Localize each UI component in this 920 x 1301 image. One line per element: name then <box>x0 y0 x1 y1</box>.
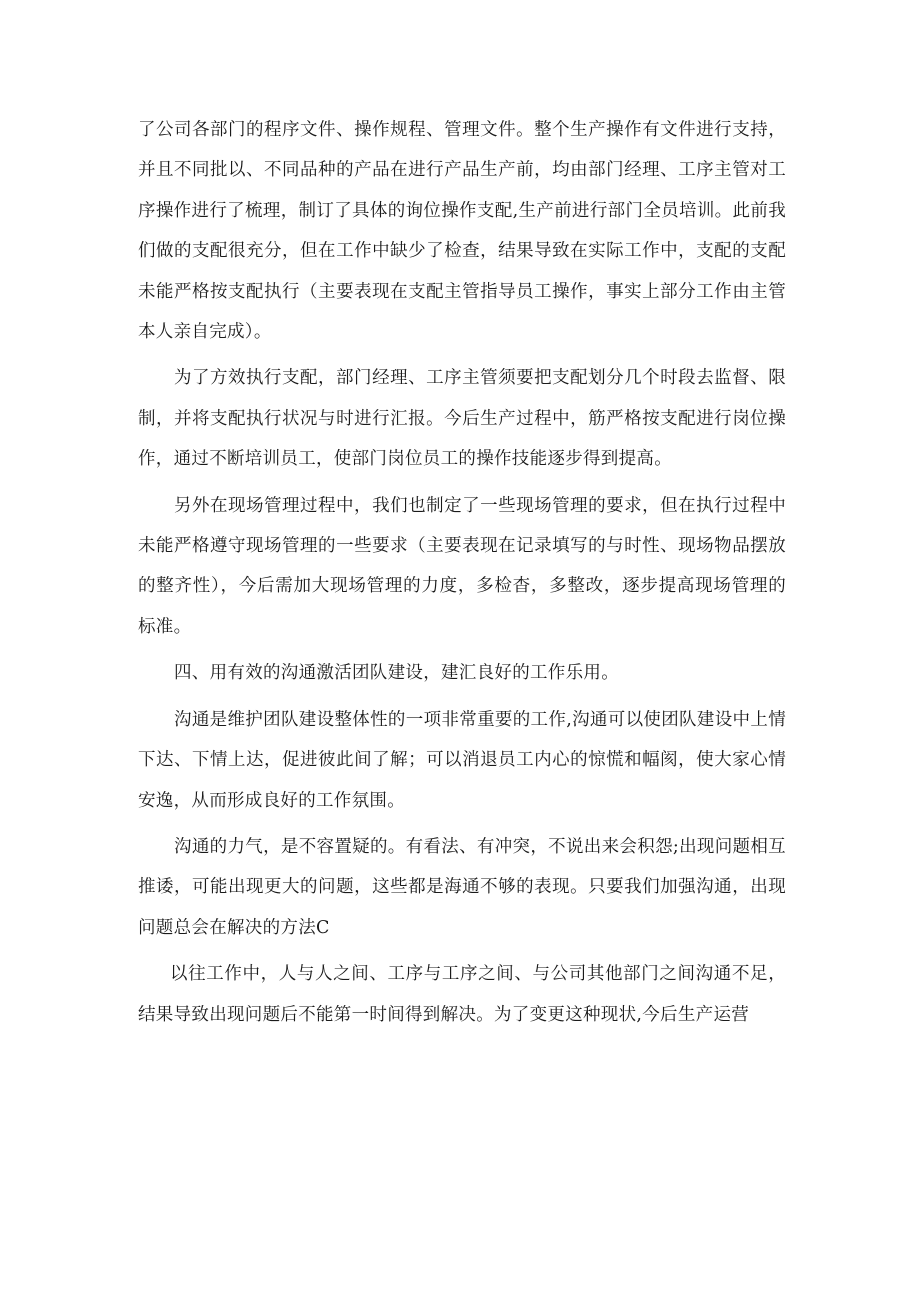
paragraph-2: 为了方效执行支配，部门经理、工序主管须要把支配划分几个时段去监督、限制，并将支配执行状况与时进行汇报。今后生产过程中，筋严格按支配进行岗位操作，通过不断培训员工，使部门岗位员工的操作技能逐步得到提高。 <box>138 368 786 470</box>
paragraph-1: 了公司各部门的程序文件、操作规程、管理文件。整个生产操作有文件进行支持，并且不同批以、不同品种的产品在进行产品生产前，均由部门经理、工序主管对工序操作进行了梳理，制订了具体的询位操作支配,生产前进行部门全员培训。此前我们做的支配很充分，但在工作中缺少了检查，结果导致在实际工作中，支配的支配未能严格按支配执行（主要表现在支配主管指导员工操作，事实上部分工作由主管本人亲自完成）。 <box>138 120 786 343</box>
document-body <box>138 110 786 1035</box>
paragraph-7: 以往工作中，人与人之间、工序与工序之间、与公司其他部门之间沟通不足，结果导致出现问题后不能第一时间得到解决。为了变更这种现状,今后生产运营 <box>138 964 786 1025</box>
paragraph-3: 另外在现场管理过程中，我们也制定了一些现场管理的要求，但在执行过程中未能严格遵守现场管理的一些要求（主要表现在记录填写的与时性、现场物品摆放的整齐性），今后需加大现场管理的力度，多检杳，多整改，逐步提高现场管理的标准。 <box>138 495 786 637</box>
paragraph-5: 沟通是维护团队建设整体性的一项非常重要的工作,沟通可以使团队建设中上情下达、下情上达，促进彼此间了解；可以消退员工内心的惊慌和幅阂，使大家心情安逸，从而形成良好的工作氛围。 <box>138 709 786 811</box>
section-heading-4: 四、用有效的沟通激活团队建设，建汇良好的工作乐用。 <box>174 663 619 684</box>
paragraph-6: 沟通的力气，是不容置疑的。有看法、有冲突，不说出来会积怨;出现问题相互推诿，可能出现更大的问题，这些都是海通不够的表现。只要我们加强沟通，出现问题总会在解决的方法C <box>138 836 786 938</box>
